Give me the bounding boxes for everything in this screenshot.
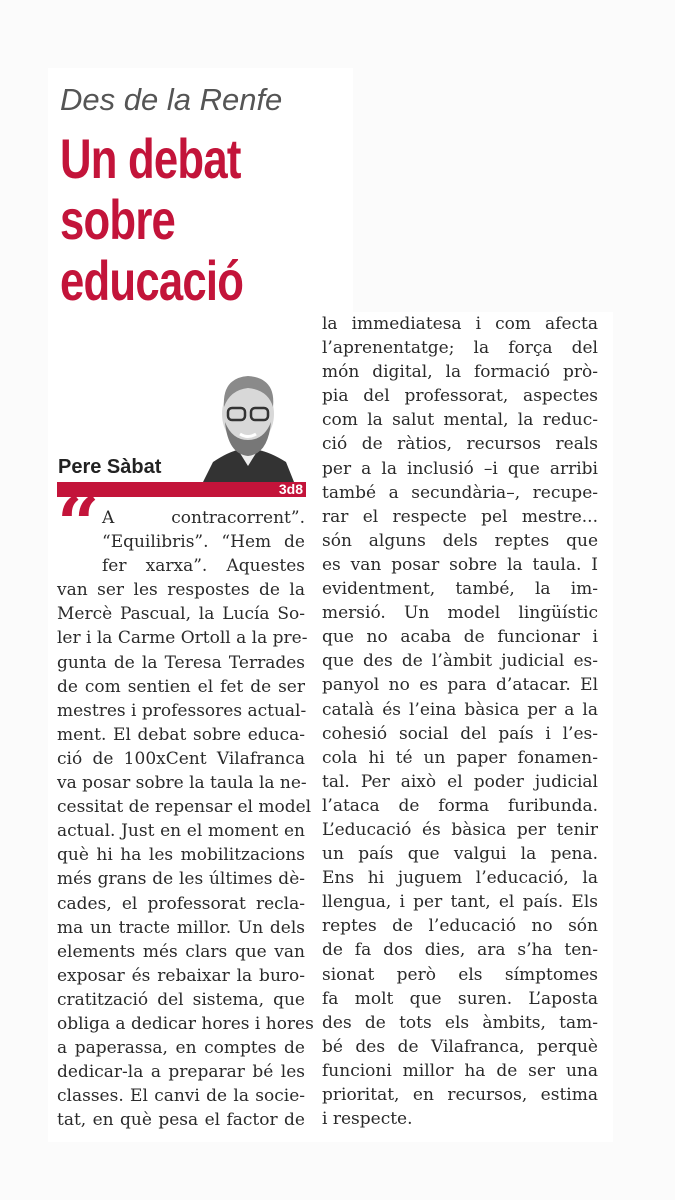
author-photo <box>198 362 298 482</box>
text-line: cola hi té un paper fonamen- <box>322 747 598 768</box>
text-line: tat, en què pesa el factor de <box>57 1110 305 1131</box>
text-line: dedicar-la a preparar bé les <box>57 1062 305 1083</box>
text-line: ler i la Carme Ortoll a la pre- <box>57 628 308 649</box>
text-line: per a la inclusió –i que arribi <box>322 458 598 479</box>
text-line: funcioni millor ha de ser una <box>322 1060 598 1081</box>
text-line: ma un tracte millor. Un dels <box>57 917 305 938</box>
text-line: actual. Just en el moment en <box>57 821 305 842</box>
text-line: prioritat, en recursos, estima <box>322 1085 598 1105</box>
headline-line: educació <box>60 249 244 312</box>
text-line: i respecte. <box>322 1109 413 1130</box>
text-line: l’aprenentatge; la força del <box>322 338 598 359</box>
text-line: català és l’eina bàsica per a la <box>322 699 598 720</box>
text-line: bé des de Vilafranca, perquè <box>322 1036 598 1057</box>
text-line: “Equilibris”. “Hem de <box>102 532 305 553</box>
text-line: ció de ràtios, recursos reals <box>322 434 598 455</box>
text-line: ment. El debat sobre educa- <box>57 724 305 745</box>
text-line: de com sentien el fet de ser <box>57 676 305 697</box>
section-kicker: Des de la Renfe <box>60 82 283 117</box>
text-line: cades, el professorat recla- <box>57 893 305 914</box>
text-line: van ser les respostes de la <box>57 580 305 601</box>
text-line: són alguns dels reptes que <box>322 530 598 551</box>
headline-line: sobre <box>60 188 176 251</box>
text-line: a paperassa, en comptes de <box>57 1038 305 1059</box>
text-line: cratització del sistema, que <box>57 989 305 1010</box>
text-line: pia del professorat, aspectes <box>322 386 598 407</box>
byline-tag: 3d8 <box>278 481 303 497</box>
text-line: rar el respecte pel mestre... <box>322 506 598 527</box>
text-line: cohesió social del país i l’es- <box>322 723 598 744</box>
text-line: reptes de l’educació no són <box>322 916 598 937</box>
text-line: ció de 100xCent Vilafranca <box>57 748 305 769</box>
text-line: l’ataca de forma furibunda. <box>322 795 598 816</box>
headline-line: Un debat <box>60 127 241 190</box>
text-line: es van posar sobre la taula. I <box>322 554 598 575</box>
text-line: la immediatesa i com afecta <box>322 314 598 334</box>
text-line: que des de l’àmbit judicial es- <box>322 651 598 672</box>
text-line: també a secundària–, recupe- <box>322 482 598 503</box>
text-line: evidentment, també, la im- <box>322 579 598 600</box>
text-line: Mercè Pascual, la Lucía So- <box>57 604 305 625</box>
text-line: Ens hi juguem l’educació, la <box>322 868 598 889</box>
text-line: de fa dos dies, ara s’ha ten- <box>322 940 598 961</box>
text-line: elements més clars que van <box>57 941 305 962</box>
text-line: des de tots els àmbits, tam- <box>322 1012 598 1033</box>
left-column <box>57 506 314 1132</box>
text-line: fa molt que suren. L’aposta <box>322 988 598 1009</box>
text-line: va posar sobre la taula la ne- <box>57 773 307 794</box>
text-line: fer xarxa”. Aquestes <box>102 556 305 577</box>
text-line: panyol no es para d’atacar. El <box>322 675 598 696</box>
text-line: obliga a dedicar hores i hores <box>57 1013 314 1034</box>
text-line: mestres i professores actual- <box>57 700 307 721</box>
text-line: sionat però els símptomes <box>322 964 598 985</box>
text-line: com la salut mental, la reduc- <box>322 410 598 431</box>
author-name: Pere Sàbat <box>58 456 162 478</box>
text-line: gunta de la Teresa Terrades <box>57 652 305 673</box>
headline <box>60 128 243 311</box>
text-line: exposar és rebaixar la buro- <box>57 965 305 986</box>
text-line: mersió. Un model lingüístic <box>322 603 598 624</box>
text-line: més grans de les últimes dè- <box>57 869 305 890</box>
text-line: L’educació és bàsica per tenir <box>322 819 598 840</box>
text-line: cessitat de repensar el model <box>57 797 312 818</box>
text-line: món digital, la formació prò- <box>322 362 598 383</box>
text-line: A contracorrent”. <box>102 508 305 528</box>
right-column <box>322 312 598 1131</box>
text-line: classes. El canvi de la socie- <box>57 1086 305 1107</box>
text-line: què hi ha les mobilitzacions <box>57 845 305 866</box>
text-line: llengua, i per tant, el país. Els <box>322 892 598 913</box>
text-line: que no acaba de funcionar i <box>322 627 598 648</box>
text-line: tal. Per això el poder judicial <box>322 771 598 792</box>
drop-quote-mark: “ <box>57 482 100 568</box>
text-line: un país que valgui la pena. <box>322 844 598 865</box>
